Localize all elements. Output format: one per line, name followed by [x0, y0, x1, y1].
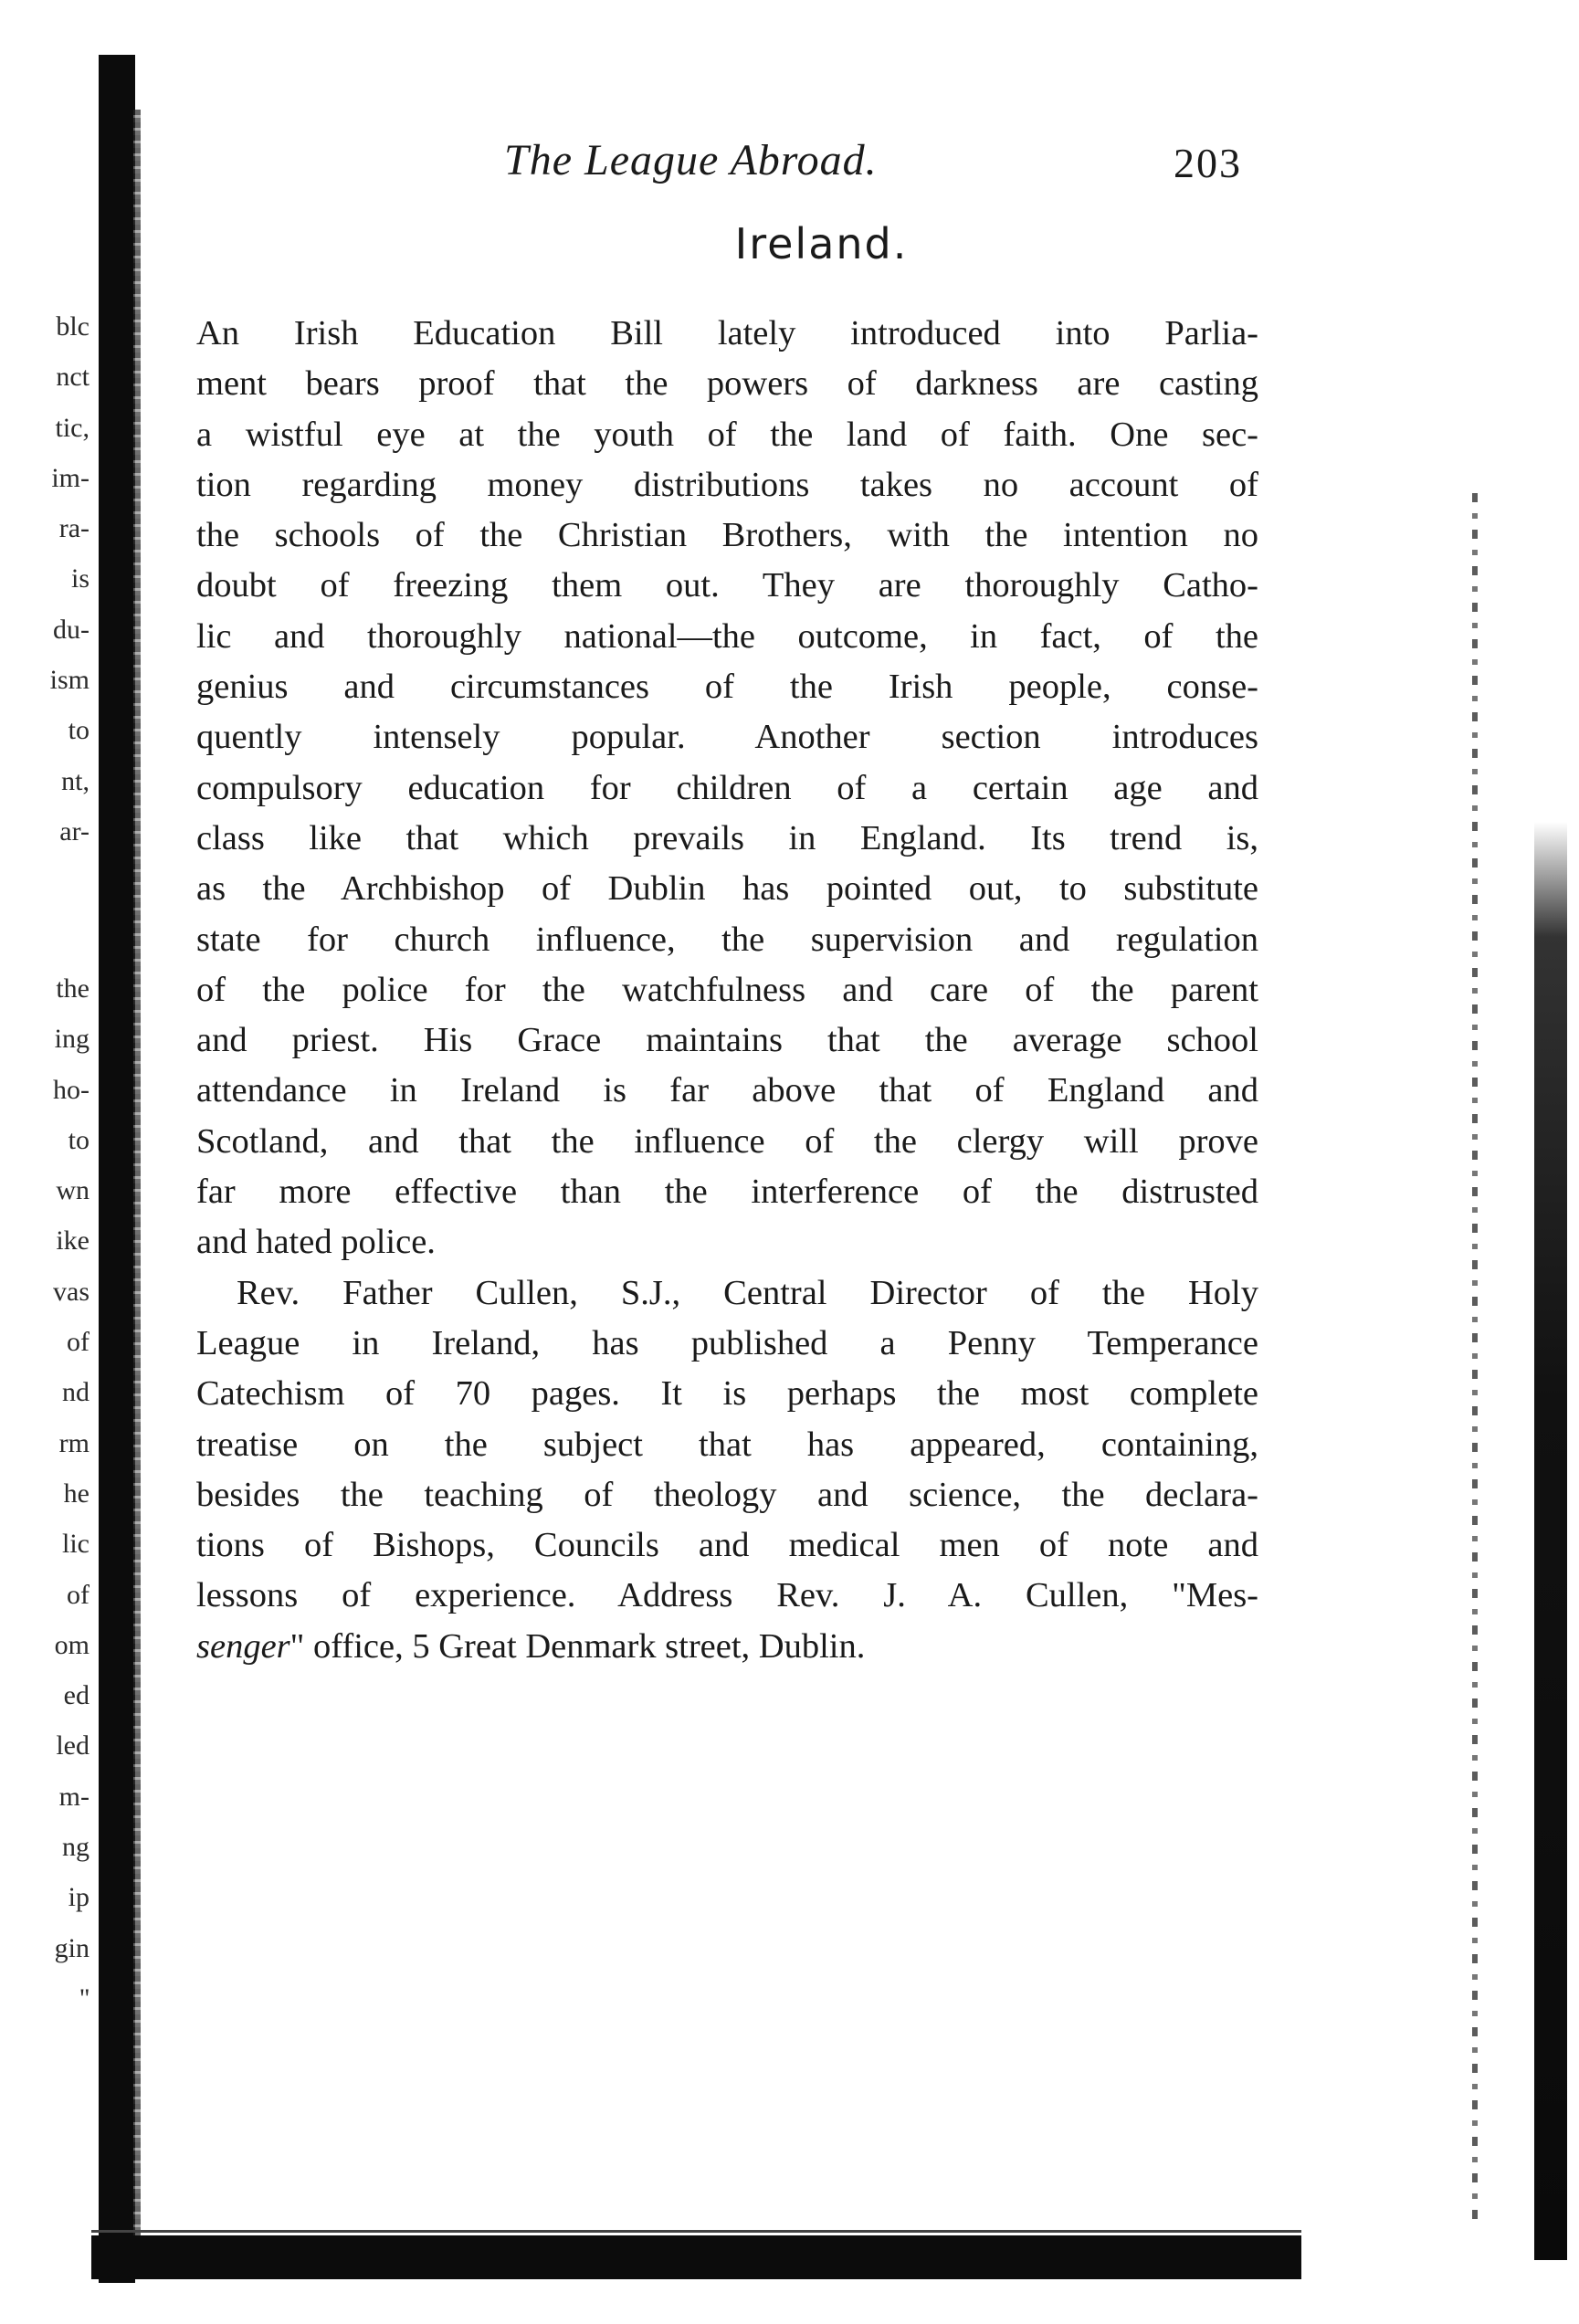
- text-line: An Irish Education Bill lately introduced into Parlia-: [196, 314, 1258, 352]
- margin-fragment: led: [56, 1730, 89, 1761]
- margin-fragment: lic: [62, 1529, 89, 1560]
- margin-fragment: wn: [56, 1175, 89, 1206]
- text-line: lessons of experience. Address Rev. J. A. Cullen, "Mes-: [196, 1576, 1258, 1615]
- text-line: of the police for the watchfulness and care of the parent: [196, 970, 1258, 1009]
- page-edge-right: [1472, 493, 1478, 2228]
- margin-fragment: ike: [56, 1225, 89, 1257]
- page-number: 203: [1174, 140, 1242, 186]
- text-span: " office, 5 Great Denmark street, Dublin.: [289, 1626, 866, 1666]
- margin-fragment: im-: [51, 462, 89, 493]
- text-line: far more effective than the interference of the distrusted: [196, 1173, 1258, 1212]
- text-line: treatise on the subject that has appeared, containing,: [196, 1425, 1258, 1464]
- text-line: genius and circumstances of the Irish people, conse-: [196, 668, 1258, 707]
- text-line: quently intensely popular. Another section introduces: [196, 718, 1258, 757]
- margin-fragment: the: [56, 973, 89, 1004]
- paragraph: [196, 1268, 1258, 1672]
- margin-fragment: nt,: [61, 765, 89, 796]
- text-line: [196, 1622, 1258, 1672]
- running-head: The League Abroad.: [504, 136, 878, 184]
- text-line: Catechism of 70 pages. It is perhaps the most complete: [196, 1374, 1258, 1414]
- margin-fragment: rm: [58, 1427, 89, 1458]
- text-line: class like that which prevails in England. Its trend is,: [196, 818, 1258, 857]
- text-line: and priest. His Grace maintains that the average school: [196, 1021, 1258, 1060]
- text-line: tion regarding money distributions takes no account of: [196, 465, 1258, 504]
- paragraph: [196, 309, 1258, 1268]
- text-line: League in Ireland, has published a Penny Temperance: [196, 1323, 1258, 1362]
- section-title: [0, 219, 1579, 268]
- margin-fragment: he: [63, 1477, 89, 1509]
- text-line: lic and thoroughly national—the outcome, in fact, of the: [196, 616, 1258, 656]
- text-line: state for church influence, the supervision and regulation: [196, 920, 1258, 959]
- margin-fragment: nd: [62, 1377, 89, 1408]
- margin-fragment: du-: [53, 614, 89, 645]
- text-line: as the Archbishop of Dublin has pointed out, to substitute: [196, 869, 1258, 909]
- margin-fragment: ed: [63, 1680, 89, 1711]
- binding-shadow-right: [1534, 822, 1567, 2260]
- margin-fragment: blc: [56, 311, 89, 342]
- margin-fragment: ra-: [58, 513, 89, 544]
- text-line: doubt of freezing them out. They are thoroughly Catho-: [196, 566, 1258, 605]
- margin-fragment: is: [70, 563, 89, 594]
- text-line: attendance in Ireland is far above that of England and: [196, 1071, 1258, 1110]
- bottom-edge-line: [91, 2230, 1301, 2233]
- margin-fragment: '': [79, 1982, 89, 2014]
- margin-fragment: nct: [56, 362, 89, 393]
- text-line: compulsory education for children of a certain age and: [196, 768, 1258, 807]
- text-line: besides the teaching of theology and science, the declara-: [196, 1475, 1258, 1514]
- margin-fragment: ip: [68, 1882, 89, 1913]
- text-line: a wistful eye at the youth of the land of faith. One sec-: [196, 415, 1258, 454]
- text-line: ment bears proof that the powers of darkness are casting: [196, 364, 1258, 404]
- text-line: and hated police.: [196, 1223, 436, 1262]
- margin-fragment: tic,: [55, 412, 89, 443]
- italic-text: senger: [196, 1626, 290, 1666]
- margin-fragment: vas: [53, 1276, 89, 1307]
- margin-fragment: ho-: [53, 1074, 89, 1105]
- text-line: the schools of the Christian Brothers, with the intention no: [196, 516, 1258, 555]
- body-text: [196, 309, 1258, 1672]
- facing-page-fragments-top: [9, 301, 89, 857]
- margin-fragment: gin: [54, 1932, 89, 1963]
- margin-fragment: ar-: [59, 815, 89, 847]
- margin-fragment: to: [68, 715, 89, 746]
- bottom-edge-shadow: [91, 2235, 1301, 2279]
- margin-fragment: to: [68, 1124, 89, 1155]
- margin-fragment: of: [67, 1579, 89, 1610]
- text-line: Scotland, and that the influence of the clergy will prove: [196, 1121, 1258, 1161]
- text-line: tions of Bishops, Councils and medical men of note and: [196, 1526, 1258, 1565]
- margin-fragment: om: [54, 1629, 89, 1660]
- section-title-text: Ireland.: [734, 219, 909, 268]
- margin-fragment: ing: [54, 1024, 89, 1055]
- binding-edge-left: [133, 110, 141, 2237]
- margin-fragment: ism: [49, 665, 89, 696]
- margin-fragment: ng: [62, 1832, 89, 1863]
- margin-fragment: m-: [58, 1781, 89, 1812]
- text-line: Rev. Father Cullen, S.J., Central Director of the Holy: [237, 1273, 1258, 1312]
- binding-shadow-left: [99, 55, 135, 2283]
- margin-fragment: of: [67, 1327, 89, 1358]
- facing-page-fragments-bottom: [9, 963, 89, 2024]
